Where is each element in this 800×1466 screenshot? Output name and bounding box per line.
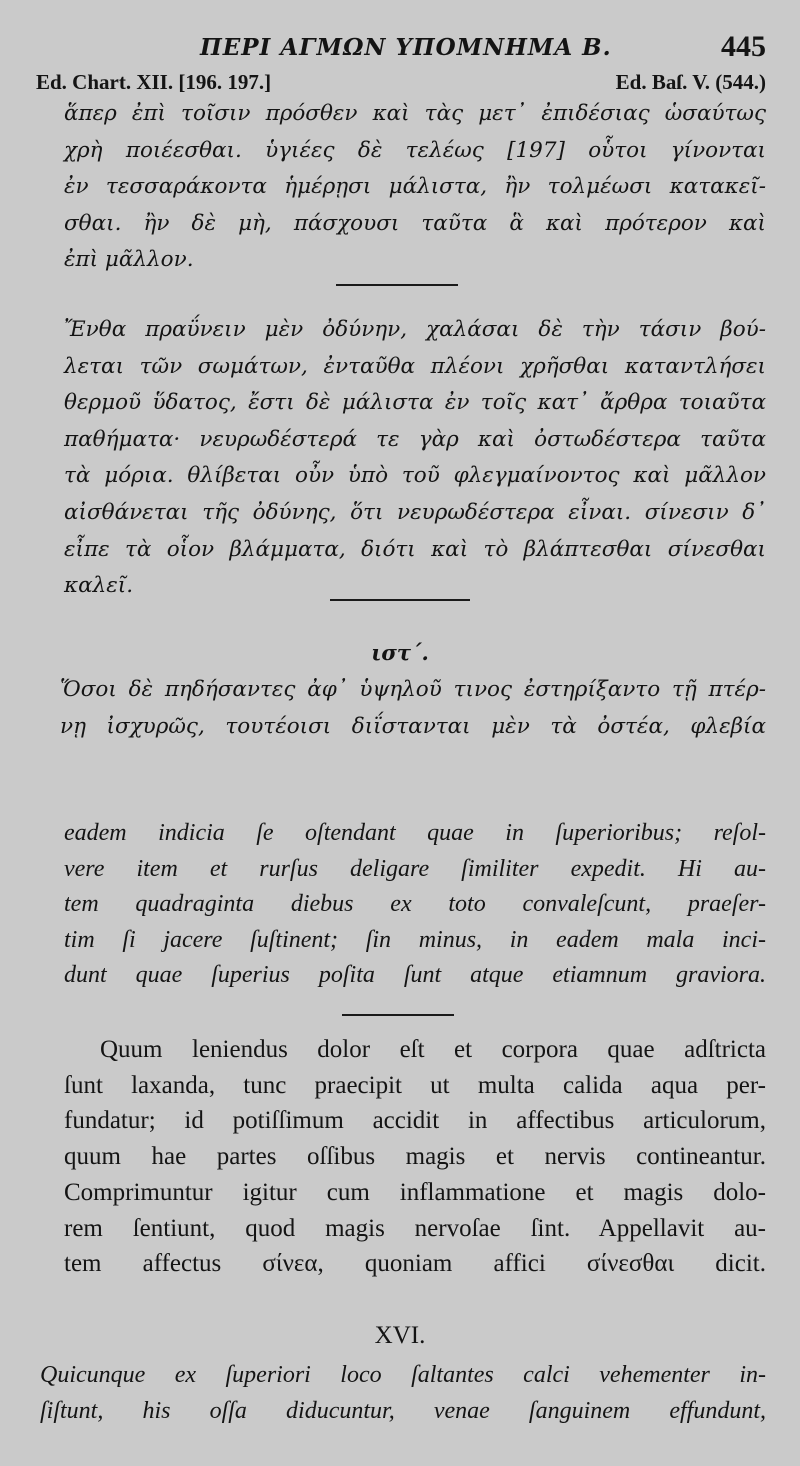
separator-rule bbox=[336, 284, 458, 286]
running-head bbox=[0, 28, 800, 72]
text-line: θερμοῦ ὕδατος, ἔστι δὲ μάλιστα ἐν τοῖς κατ᾽ ἄρθρα τοιαῦτα bbox=[64, 390, 766, 416]
greek-paragraph-1 bbox=[64, 96, 766, 279]
text-line: quum hae partes oſſibus magis et nervis contineantur. bbox=[64, 1143, 766, 1171]
text-line: tim ſi jacere ſuſtinent; ſin minus, in eadem mala inci- bbox=[64, 926, 766, 953]
text-line: tem affectus σίνεα, quoniam affici σίνεσθαι dicit. bbox=[64, 1250, 766, 1278]
text-line: tem quadraginta diebus ex toto convaleſcunt, praeſer- bbox=[64, 891, 766, 918]
separator-rule bbox=[342, 1014, 454, 1016]
separator-rule bbox=[330, 599, 470, 601]
text-line: λεται τῶν σωμάτων, ἐνταῦθα πλέονι χρῆσθαι καταντλήσει bbox=[64, 353, 766, 379]
text-line: εἶπε τὰ οἷον βλάμματα, διότι καὶ τὸ βλάπτεσθαι σίνεσθαι bbox=[64, 536, 766, 562]
edition-chartier: Ed. Chart. XII. [196. 197.] bbox=[36, 70, 272, 94]
text-line: νῃ ἰσχυρῶς, τουτέοισι διΐστανται μὲν τὰ ὀστέα, φλεβία bbox=[60, 713, 766, 739]
text-line: ſunt laxanda, tunc praecipit ut multa calida aqua per- bbox=[64, 1071, 766, 1099]
latin-paragraph-3 bbox=[40, 1358, 766, 1429]
running-title: ΠΕΡΙ ΑΓΜΩΝ ΥΠΟΜΝΗΜΑ Β. bbox=[200, 34, 612, 61]
text-line: Quicunque ex ſuperiori loco ſaltantes calci vehementer in- bbox=[40, 1362, 766, 1388]
latin-paragraph-1 bbox=[64, 816, 766, 994]
text-line: ſiſtunt, his oſſa diducuntur, venae ſanguinem effundunt, bbox=[40, 1397, 766, 1424]
text-line: καλεῖ. bbox=[64, 573, 134, 599]
edition-basel: Ed. Baſ. V. (544.) bbox=[615, 70, 766, 94]
text-line: dunt quae ſuperius poſita ſunt atque etiamnum graviora. bbox=[64, 962, 766, 989]
text-line: ἅπερ ἐπὶ τοῖσιν πρόσθεν καὶ τὰς μετ᾽ ἐπιδέσιας ὡσαύτως bbox=[64, 101, 766, 126]
text-line: fundatur; id potiſſimum accidit in affectibus articulorum, bbox=[64, 1107, 766, 1135]
text-line: vere item et rurſus deligare ſimiliter expedit. Hi au- bbox=[64, 855, 766, 882]
text-line: τὰ μόρια. θλίβεται οὖν ὑπὸ τοῦ φλεγμαίνοντος καὶ μᾶλλον bbox=[64, 463, 766, 489]
text-line: σθαι. ἢν δὲ μὴ, πάσχουσι ταῦτα ἃ καὶ πρότερον καὶ bbox=[64, 210, 766, 236]
text-line: Comprimuntur igitur cum inflammatione et magis dolo- bbox=[64, 1178, 766, 1206]
text-line: eadem indicia ſe oſtendant quae in ſuperioribus; reſol- bbox=[64, 820, 766, 846]
text-line: Ὅσοι δὲ πηδήσαντες ἀφ᾽ ὑψηλοῦ τινος ἐστηρίξαντο τῇ πτέρ- bbox=[60, 677, 766, 702]
text-line: Quum leniendus dolor eſt et corpora quae adſtricta bbox=[100, 1036, 766, 1063]
text-line: rem ſentiunt, quod magis nervoſae ſint. Appellavit au- bbox=[64, 1214, 766, 1242]
text-line: ἐπὶ μᾶλλον. bbox=[64, 247, 194, 273]
text-line: χρὴ ποιέεσθαι. ὑγιέες δὲ τελέως [197] οὗτοι γίνονται bbox=[64, 137, 766, 163]
greek-paragraph-3 bbox=[60, 672, 766, 745]
text-line: Ἔνθα πραΰνειν μὲν ὀδύνην, χαλάσαι δὲ τὴν τάσιν βού- bbox=[64, 317, 766, 342]
text-line: αἰσθάνεται τῆς ὀδύνης, ὅτι νευρωδέστερα εἶναι. σίνεσιν δ᾽ bbox=[64, 499, 766, 525]
page-number: 445 bbox=[721, 30, 766, 63]
latin-paragraph-2 bbox=[64, 1032, 766, 1282]
text-line: ἐν τεσσαράκοντα ἡμέρῃσι μάλιστα, ἢν τολμέωσι κατακεῖ- bbox=[64, 174, 766, 200]
greek-paragraph-2 bbox=[64, 312, 766, 605]
section-number-latin: XVI. bbox=[374, 1322, 426, 1349]
text-line: παθήματα· νευρωδέστερά τε γὰρ καὶ ὀστωδέστερα ταῦτα bbox=[64, 426, 766, 452]
section-number-greek: ιστ΄. bbox=[371, 640, 429, 665]
